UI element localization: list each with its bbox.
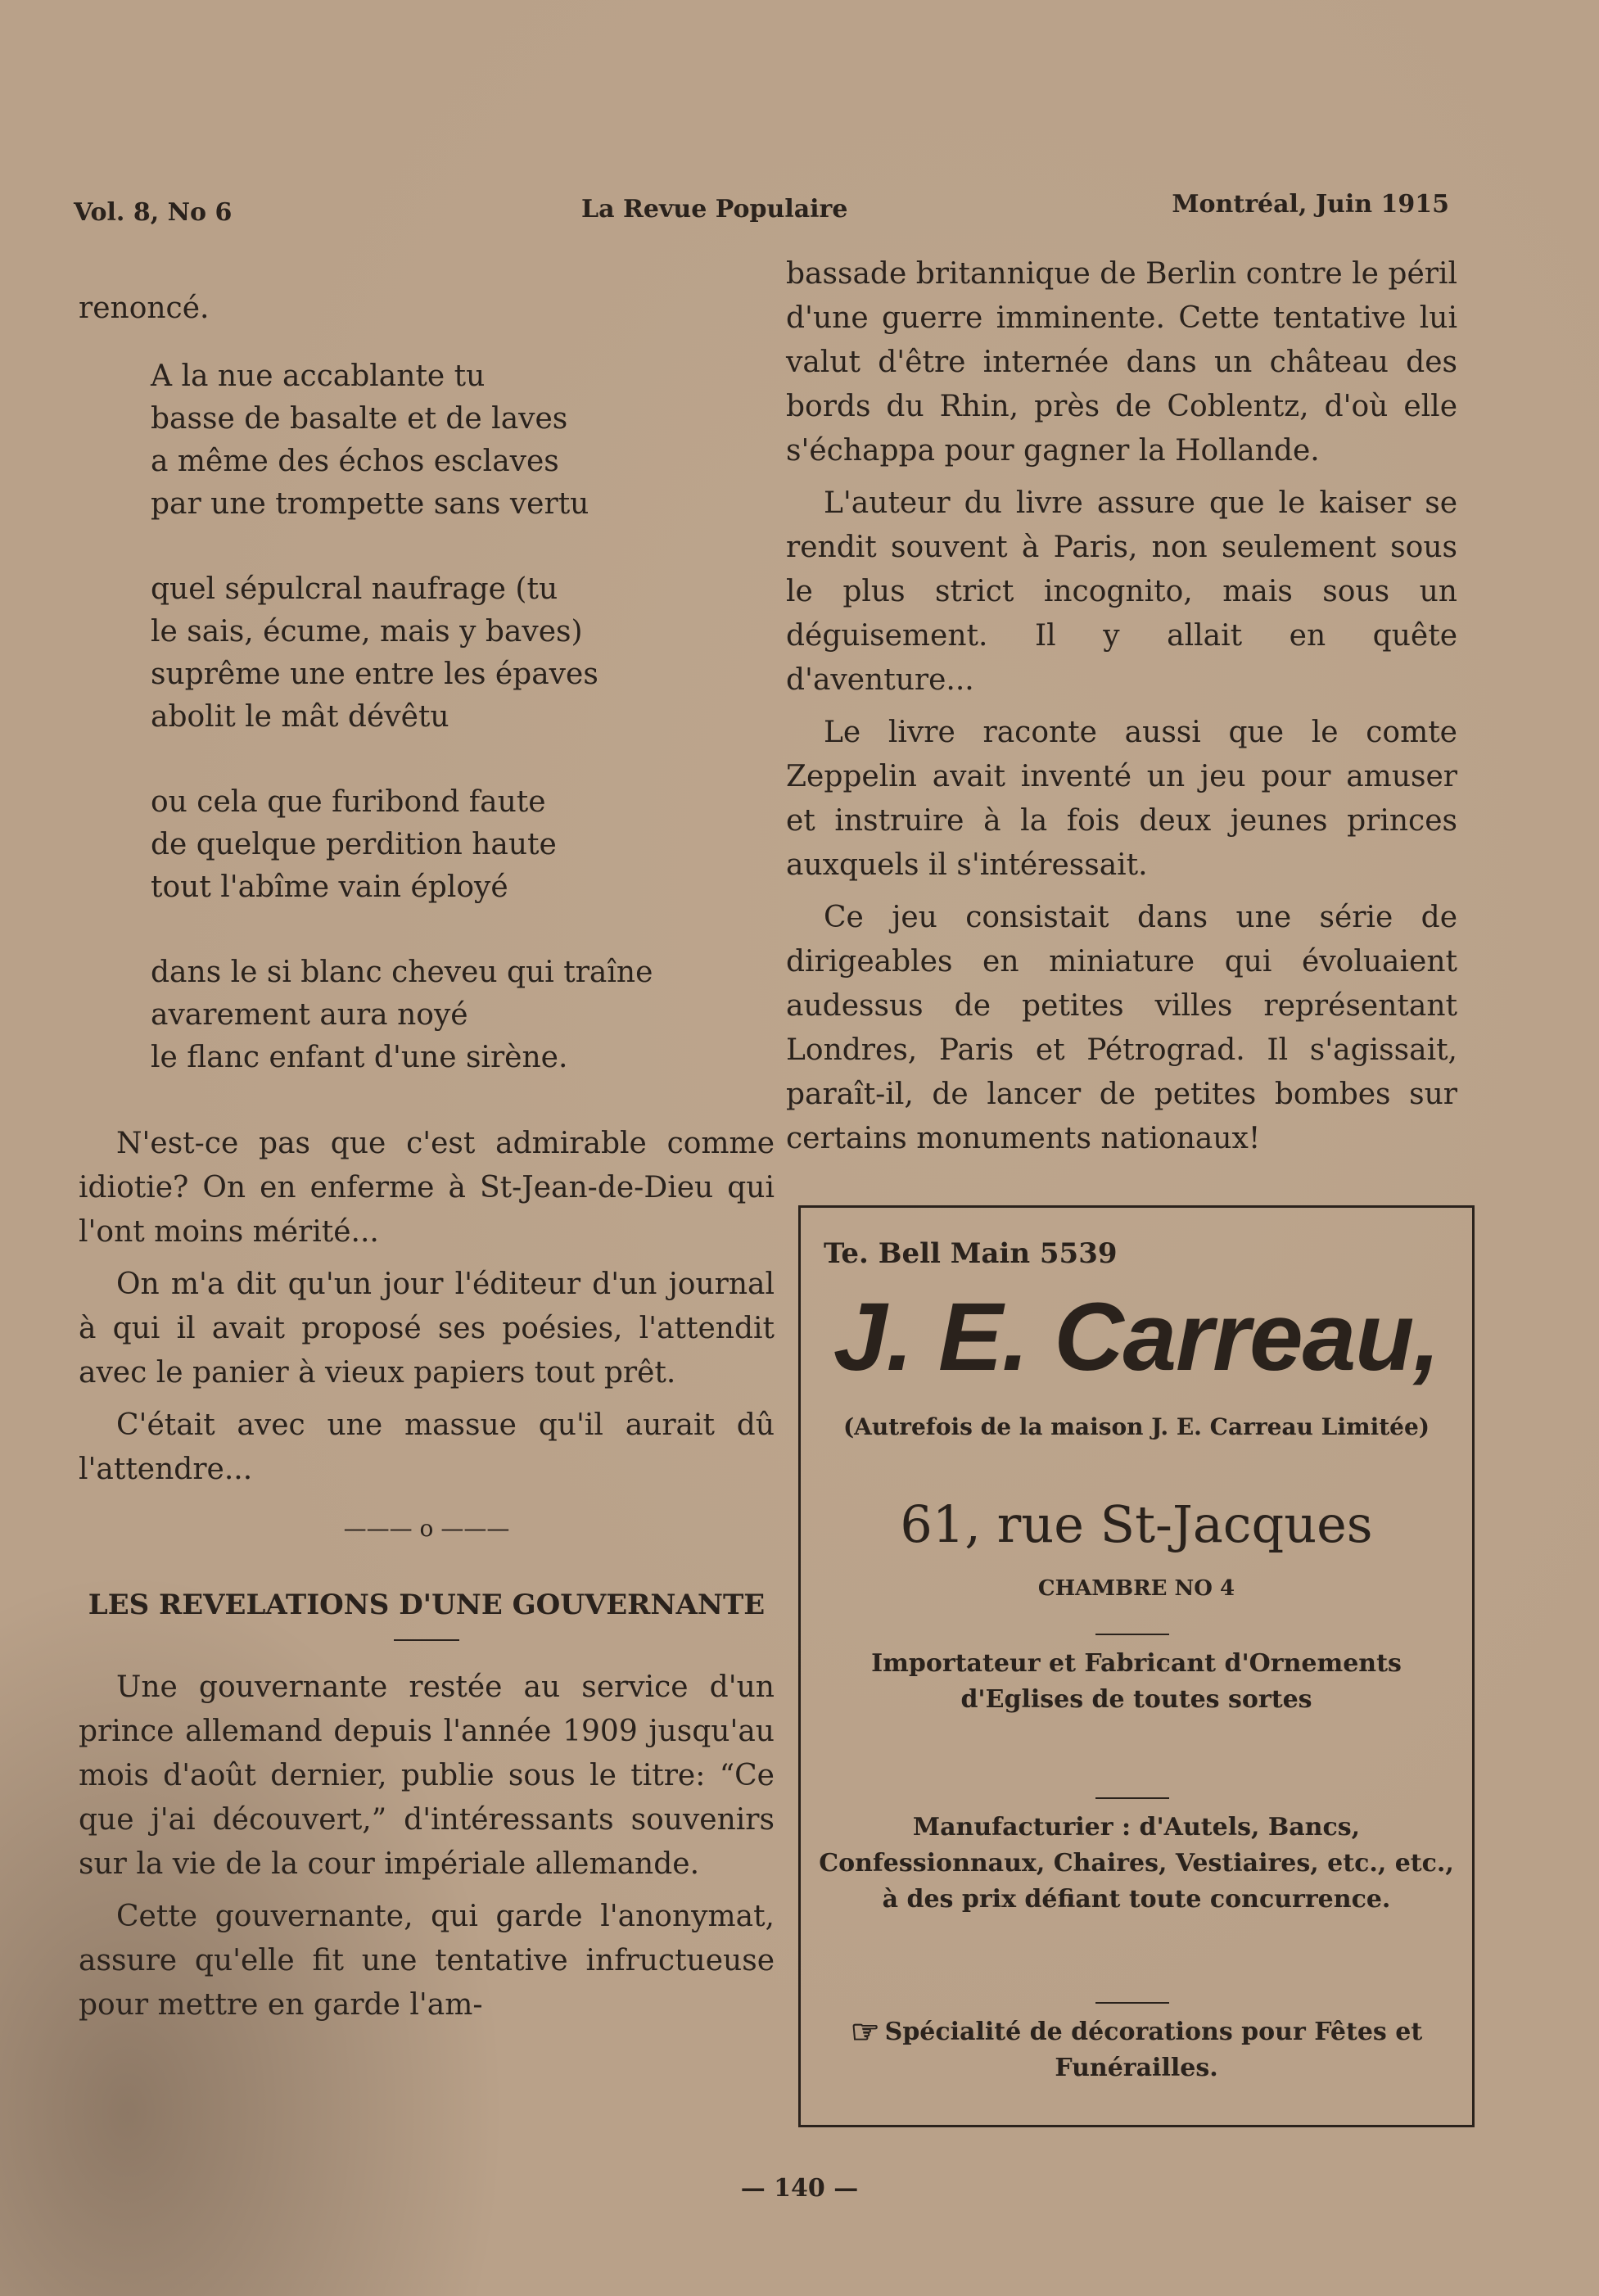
- ad-formerly: (Autrefois de la maison J. E. Carreau Limitée): [842, 1413, 1430, 1440]
- poem-stanza-1: [151, 355, 775, 526]
- page-header: [74, 190, 1449, 231]
- paragraph: bassade britannique de Berlin contre le péril d'une guerre imminente. Cette tentative lui valut d'être internée dans un château des bords du Rhin, près de Coblentz, d'où elle s'échappa pour gagner la Hollande.: [786, 257, 1457, 468]
- pointing-hand-icon: ☞: [850, 2013, 880, 2051]
- ad-company-name: J. E. Carreau,: [833, 1283, 1440, 1391]
- ad-rule: [1095, 2002, 1169, 2004]
- poem-line: tout l'abîme vain éployé: [151, 870, 508, 904]
- paragraph: Ce jeu consistait dans une série de dirigeables en miniature qui évoluaient audessus de petites villes représentant Londres, Paris et Pétrograd. Il s'agissait, paraît-il, de lancer de petites bombes sur certains monuments nationaux!: [786, 901, 1457, 1155]
- paragraph: L'auteur du livre assure que le kaiser se rendit souvent à Paris, non seulement sous le plus strict incognito, mais sous un déguisement. Il y allait en quête d'aventure...: [786, 486, 1457, 697]
- poem-line: le sais, écume, mais y baves): [151, 615, 583, 649]
- poem-stanza-4: [151, 951, 775, 1079]
- poem-line: abolit le mât dévêtu: [151, 700, 449, 734]
- poem-line: dans le si blanc cheveu qui traîne: [151, 956, 653, 989]
- poem-stanza-3: [151, 781, 775, 909]
- ad-street-address: 61, rue St-Jacques: [900, 1494, 1373, 1554]
- paragraph: C'était avec une massue qu'il aurait dû l'attendre...: [79, 1408, 775, 1486]
- poem-line: suprême une entre les épaves: [151, 658, 598, 691]
- paragraph: N'est-ce pas que c'est admirable comme idiotie? On en enferme à St-Jean-de-Dieu qui l'ont moins mérité...: [79, 1127, 775, 1249]
- title-rule: [394, 1639, 459, 1641]
- volume-number: Vol. 8, No 6: [74, 198, 233, 227]
- left-column: [79, 287, 775, 2036]
- right-column: [786, 252, 1457, 1169]
- section-divider: ——— o ———: [343, 1515, 510, 1542]
- ad-importer-text: Importateur et Fabricant d'Ornements d'Eglises de toutes sortes: [871, 1649, 1402, 1714]
- opening-word: renoncé.: [79, 292, 210, 325]
- poem-stanza-2: [151, 568, 775, 739]
- poem-line: le flanc enfant d'une sirène.: [151, 1041, 568, 1074]
- paragraph: Le livre raconte aussi que le comte Zeppelin avait inventé un jeu pour amuser et instruire à la fois deux jeunes princes auxquels il s'intéressait.: [786, 716, 1457, 882]
- ad-room-number: CHAMBRE NO 4: [1037, 1576, 1235, 1601]
- journal-title: La Revue Populaire: [581, 195, 848, 224]
- ad-telephone: Te. Bell Main 5539: [824, 1237, 1118, 1270]
- ad-rule: [1095, 1634, 1169, 1635]
- carreau-advertisement: [798, 1205, 1475, 2127]
- page-number: — 140 —: [740, 2174, 859, 2203]
- ad-specialty: [817, 2014, 1456, 2086]
- dateline: Montréal, Juin 1915: [1172, 190, 1449, 219]
- paragraph: On m'a dit qu'un jour l'éditeur d'un journal à qui il avait proposé ses poésies, l'attendit avec le panier à vieux papiers tout prêt.: [79, 1268, 775, 1390]
- poem-line: ou cela que furibond faute: [151, 785, 546, 819]
- article-title: LES REVELATIONS D'UNE GOUVERNANTE: [88, 1589, 766, 1621]
- paragraph: Une gouvernante restée au service d'un prince allemand depuis l'année 1909 jusqu'au mois d'août dernier, publie sous le titre: “Ce que j'ai découvert,” d'intéressants souvenirs sur la vie de la cour impériale allemande.: [79, 1670, 775, 1881]
- poem-line: a même des échos esclaves: [151, 445, 559, 478]
- ad-specialty-text: Spécialité de décorations pour Fêtes et Funérailles.: [884, 2018, 1423, 2082]
- poem-line: de quelque perdition haute: [151, 828, 557, 861]
- poem-line: par une trompette sans vertu: [151, 487, 589, 521]
- paragraph: Cette gouvernante, qui garde l'anonymat, assure qu'elle fit une tentative infructueuse pour mettre en garde l'am-: [79, 1900, 775, 2022]
- ad-manufacturer-text: Manufacturier : d'Autels, Bancs, Confessionnaux, Chaires, Vestiaires, etc., etc., à des prix défiant toute concurrence.: [819, 1813, 1454, 1914]
- poem-line: quel sépulcral naufrage (tu: [151, 572, 558, 606]
- poem-line: avarement aura noyé: [151, 998, 468, 1032]
- ad-rule: [1095, 1797, 1169, 1799]
- poem-line: basse de basalte et de laves: [151, 402, 568, 436]
- poem-line: A la nue accablante tu: [151, 359, 486, 393]
